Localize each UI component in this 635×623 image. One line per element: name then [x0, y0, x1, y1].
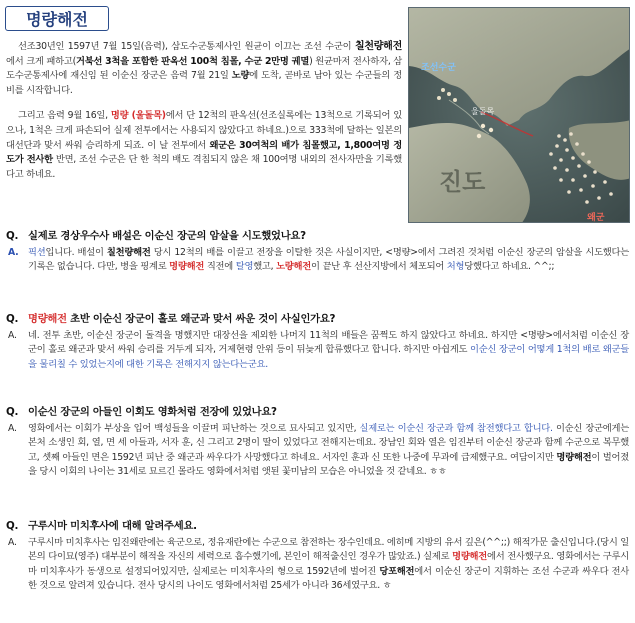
- text-segment: 에서 전사했구요. 영화에서는 구루시마 미치후사가 동생으로 설정되어있지만, 실제로는 미치후사의 형으로 1592년에 벌어진: [28, 551, 629, 577]
- qa-item-3: [6, 405, 629, 480]
- text-segment: 거북선 3척을 포함한 판옥선 100척 침몰, 수군 2만명 궤멸: [75, 55, 310, 67]
- map-label-joseon: 조선수군: [421, 63, 456, 73]
- map-label-uldol: 울돌목: [471, 107, 495, 116]
- text-segment: 명량해전: [556, 451, 592, 463]
- text-segment: 명량해전: [169, 261, 205, 273]
- answer-text: [28, 536, 629, 594]
- text-segment: ) 원균마저 전사하자, 삼도수군통제사에 재신임 된 이순신 장군은 음력 7월 21일: [6, 55, 402, 82]
- intro-paragraph-1: [6, 40, 402, 98]
- intro-text: [6, 40, 402, 193]
- text-segment: 당포해전: [379, 565, 415, 577]
- question-text: 이순신 장군의 아들인 이회도 영화처럼 전장에 있었나요?: [28, 406, 277, 418]
- question-text: 구루시마 미치후사에 대해 알려주세요.: [28, 520, 197, 532]
- answer-text: [28, 422, 629, 480]
- text-segment: 초반 이순신 장군이 홀로 왜군과 맞서 싸운 것이 사실인가요?: [66, 313, 336, 325]
- text-segment: 에서 이순신 장군이 지휘하는 조선 수군과 싸우다 전사한 것으로 알려져 있습니다. 전사 당시의 나이도 영화에서처럼 25세가 아니라 36세였구요. ㅎ: [28, 565, 630, 592]
- text-segment: 칠천량해전: [354, 41, 402, 52]
- answer-text: [28, 246, 629, 275]
- text-segment: 직전에: [204, 261, 236, 273]
- text-segment: 탈영: [235, 261, 254, 273]
- question-mark: Q.: [6, 230, 19, 242]
- question-text: 실제로 경상우수사 배설은 이순신 장군의 암살을 시도했었나요?: [28, 230, 306, 242]
- text-segment: 영화에서는 이회가 부상을 입어 백성들을 이끌며 피난하는 것으로 묘사되고 있지만,: [28, 422, 360, 434]
- answer-text: [28, 329, 629, 373]
- qa-item-2: [6, 312, 629, 372]
- answer-mark: A.: [8, 422, 17, 434]
- question-mark: Q.: [6, 406, 19, 418]
- text-segment: 에서 단 12척의 판옥선(선조실록에는 13척으로 기록되어 있으나, 1척은 크게 파손되어 실제 전투에서는 사용되지 않았다고 하네요.)으로 333척에 달하는 일본의 대선단과 맞서 싸워 승리하게 되죠. 이 날 전투에서: [6, 110, 402, 151]
- answer-mark: A.: [8, 329, 17, 341]
- map-label-waegun: 왜군: [587, 213, 605, 223]
- text-segment: 명량해전: [452, 551, 488, 563]
- text-segment: 이 벌어졌을 당시 이회의 나이는 31세로 묘르긴 몰라도 영화에서처럼 앳된 꽃미남의 모습은 아니었을 것 같네요. ㅎㅎ: [28, 451, 629, 478]
- intro-paragraph-2: [6, 109, 402, 182]
- text-segment: 당시 12척의 배를 이끌고 전장을 이탈한 것은 사실이지만, <명량>에서 그려진 것처럼 이순신 장군의 암살을 시도했다는 기록은 없습니다. 다만, 병을 핑계로: [28, 246, 629, 273]
- answer-mark: A.: [8, 246, 19, 258]
- text-segment: 명량 (울돌목): [110, 110, 166, 122]
- answer-mark: A.: [8, 536, 17, 548]
- text-segment: 노량: [231, 70, 250, 82]
- text-segment: 처형: [446, 261, 465, 273]
- text-segment: 반면, 조선 수군은 단 한 척의 배도 격침되지 않은 채 100여명 내외의 전사자만을 기록했다고 하네요.: [6, 154, 402, 180]
- text-segment: 입니다. 배설이: [45, 246, 107, 258]
- text-segment: 실제로는 이순신 장군과 함께 참전했다고 합니다.: [359, 422, 553, 434]
- qa-item-4: [6, 519, 629, 594]
- text-segment: 네. 전투 초반, 이순신 장군이 돌격을 명했지만 대장선을 제외한 나머지 11척의 배들은 꿈쩍도 하지 않았다고 하네요. 하지만 <명량>에서처럼 이순신 장군이 홀로 왜군과 맞서 싸워 승리를 거두게 되자, 거제현령 안위 등이 뒤늦게 합류했다고 합니다. 하지만 아쉽게도: [28, 329, 629, 356]
- question-mark: Q.: [6, 313, 19, 325]
- text-segment: 노량해전: [276, 261, 311, 273]
- text-segment: 그리고 음력 9월 16일,: [18, 110, 111, 122]
- text-segment: 이순신 장군에게는 본처 소생인 회, 열, 면 세 아들과, 서자 훈, 신 그리고 2명이 딸이 있었다고 전해지는데요. 장남인 회와 열은 임진부터 이순신 장군과 함께 수군으로 복무했고, 셋째 아들인 면은 1592년 피난 중 왜군과 싸우다가 사망했다고 하네요. 서자인 훈과 신 또한 나중에 무과에 급제했구요. 여담이지만: [28, 422, 629, 463]
- text-segment: 이순신 장군이 어떻게 1척의 배로 왜군들을 물리칠 수 있었는지에 대한 기록은 전해지지 않는다는군요.: [28, 344, 629, 370]
- text-segment: 칠천량해전: [106, 246, 151, 258]
- text-segment: 에서 크게 패하고(: [6, 55, 76, 67]
- text-segment: 에 도착, 곧바로 남아 있는 수군들의 정비를 시작합니다.: [6, 70, 402, 96]
- page-title: 명량해전: [5, 6, 109, 31]
- battle-map-image: [408, 7, 630, 223]
- text-segment: 했고,: [253, 261, 277, 273]
- text-segment: 왜군은 30여척의 배가 침몰했고, 1,800여명 정도가 전사한: [6, 139, 402, 166]
- text-segment: 이 끝난 후 선산지방에서 체포되어: [311, 261, 447, 273]
- text-segment: 선조30년인 1597년 7월 15일(음력), 삼도수군통제사인 원균이 이끄는 조선 수군이: [18, 41, 355, 52]
- qa-item-1: [6, 229, 629, 275]
- battle-map-svg: [409, 8, 630, 223]
- text-segment: 구루시마 미치후사는 임진왜란에는 육군으로, 정유재란에는 수군으로 참전하는 장수인데요. 에히메 지방의 유서 깊은(^^;;) 해적가문 출신입니다.(당시 일본의 다이묘(영주) 대부분이 해적을 자신의 세력으로 흡수했기에, 본인이 해적출신인 경우가 많았죠.) 실제로: [28, 536, 629, 563]
- text-segment: 픽션: [28, 246, 46, 258]
- map-label-jindo: 진도: [439, 168, 486, 196]
- question-text: [28, 312, 335, 327]
- text-segment: 당했다고 하네요. ^^;;: [464, 261, 555, 273]
- text-segment: 명량해전: [28, 313, 67, 325]
- question-mark: Q.: [6, 520, 19, 532]
